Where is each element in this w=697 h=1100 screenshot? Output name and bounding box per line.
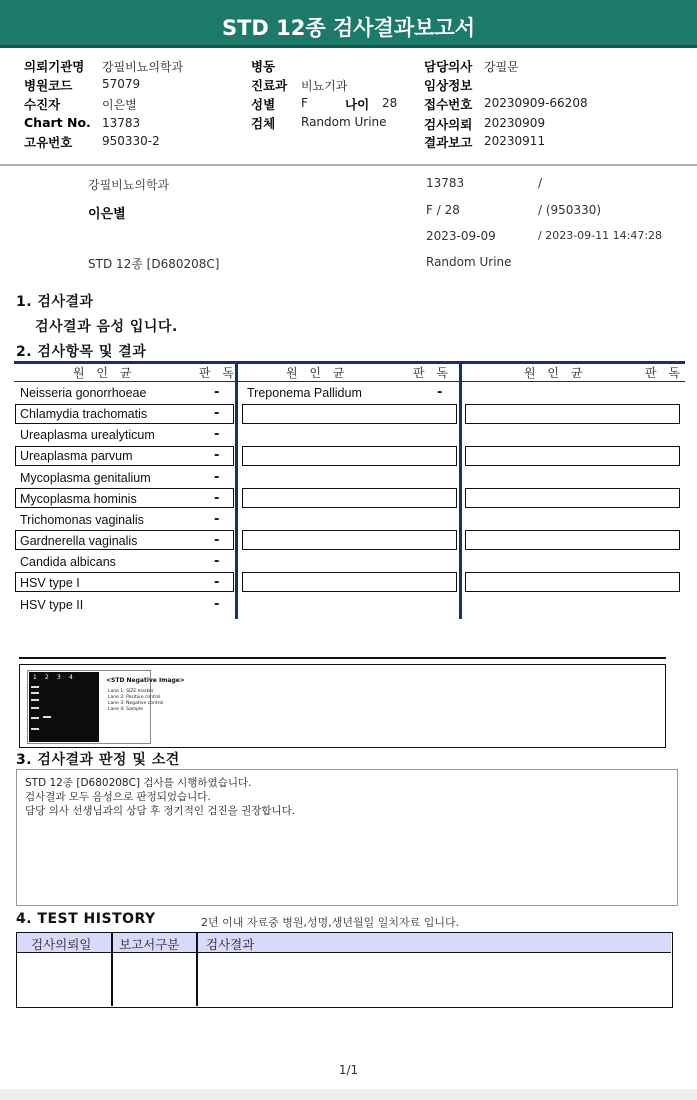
gel-image xyxy=(27,670,185,744)
organism-result: - xyxy=(214,406,220,421)
patient-header xyxy=(0,48,697,166)
summary-institution: 강필비뇨의학과 xyxy=(88,178,170,192)
opinion-line: STD 12종 [D680208C] 검사를 시행하였습니다. xyxy=(25,777,252,789)
organism-result: - xyxy=(214,491,220,506)
clinical-info-label: 임상정보 xyxy=(424,78,473,93)
gel-photo xyxy=(29,672,99,742)
age-label: 나이 xyxy=(345,97,370,112)
page-number: 1/1 xyxy=(338,1063,359,1077)
doctor-label: 담당의사 xyxy=(424,59,473,74)
sex-label: 성별 xyxy=(251,97,276,112)
section1-result: 검사결과 음성 입니다. xyxy=(35,319,178,335)
section3-heading: 3. 검사결과 판정 및 소견 xyxy=(16,752,180,768)
ward-label: 병동 xyxy=(251,59,276,74)
department-label: 진료과 xyxy=(251,78,288,93)
col3-organism-header: 원 인 균 xyxy=(524,366,587,380)
institution-label: 의뢰기관명 xyxy=(24,59,85,74)
organism-result: - xyxy=(214,575,220,590)
summary-report-datetime: / 2023-09-11 14:47:28 xyxy=(538,229,663,242)
row-box xyxy=(242,446,457,466)
specimen-label: 검체 xyxy=(251,116,276,131)
gel-band xyxy=(31,686,39,688)
organism-name: Ureaplasma urealyticum xyxy=(20,428,155,442)
organism-name: Gardnerella vaginalis xyxy=(20,534,138,548)
summary-request-date: 2023-09-09 xyxy=(426,229,496,243)
organism-result: - xyxy=(214,533,220,548)
organism-name: Mycoplasma genitalium xyxy=(20,471,151,485)
gel-band xyxy=(31,707,39,709)
history-col-result: 검사결과 xyxy=(206,937,255,952)
history-table-header xyxy=(17,933,671,953)
summary-chart-no: 13783 xyxy=(426,176,465,190)
row-box xyxy=(465,530,680,550)
chart-no-value: 13783 xyxy=(102,116,141,130)
sex-value: F xyxy=(301,96,308,110)
organism-result: - xyxy=(214,385,220,400)
organism-result: - xyxy=(214,597,220,612)
summary-sex-age: F / 28 xyxy=(426,203,460,217)
summary-specimen: Random Urine xyxy=(426,255,512,269)
results-grid-divider-2 xyxy=(459,361,462,619)
organism-result: - xyxy=(214,512,220,527)
col1-organism-header: 원 인 균 xyxy=(73,366,136,380)
col3-result-header: 판 독 xyxy=(645,366,684,380)
col2-result-header: 판 독 xyxy=(413,366,452,380)
gel-band xyxy=(31,692,39,694)
history-col-divider xyxy=(111,933,113,1006)
gel-lane-label: 3 xyxy=(57,674,61,681)
age-value: 28 xyxy=(382,96,398,110)
col2-organism-header: 원 인 균 xyxy=(286,366,349,380)
organism-result: - xyxy=(214,427,220,442)
row-box xyxy=(242,404,457,424)
section4-heading: 4. TEST HISTORY xyxy=(16,911,156,927)
receipt-no-label: 접수번호 xyxy=(424,97,473,112)
report-title: STD 12종 검사결과보고서 xyxy=(221,16,475,40)
history-col-report-type: 보고서구분 xyxy=(119,937,180,952)
summary-test-name: STD 12종 [D680208C] xyxy=(88,257,220,271)
organism-name: Ureaplasma parvum xyxy=(20,449,133,463)
image-top-line xyxy=(19,657,666,659)
results-grid-header-line xyxy=(14,381,685,382)
hospital-code-label: 병원코드 xyxy=(24,78,73,93)
section2-heading: 2. 검사항목 및 결과 xyxy=(16,344,147,360)
organism-result: - xyxy=(214,470,220,485)
opinion-line: 검사결과 모두 음성으로 판정되었습니다. xyxy=(25,791,211,803)
request-date-value: 20230909 xyxy=(484,116,546,130)
row-box xyxy=(465,404,680,424)
specimen-value: Random Urine xyxy=(301,115,387,129)
row-box xyxy=(465,488,680,508)
history-note: 2년 이내 자료중 병원,성명,생년월일 일치자료 입니다. xyxy=(201,916,460,929)
organism-name: Neisseria gonorrhoeae xyxy=(20,386,147,400)
report-title-bar xyxy=(0,0,697,48)
organism-name: Trichomonas vaginalis xyxy=(20,513,144,527)
row-box xyxy=(465,572,680,592)
gel-lane-desc: Lane 1: SIZE marker xyxy=(108,689,154,694)
organism-result: - xyxy=(437,385,443,400)
history-table xyxy=(16,932,673,1008)
results-grid-divider-1 xyxy=(235,361,238,619)
report-date-value: 20230911 xyxy=(484,134,546,148)
summary-birth: / (950330) xyxy=(538,203,602,217)
doctor-value: 강필문 xyxy=(484,60,519,74)
gel-band xyxy=(43,716,51,718)
gel-band xyxy=(31,717,39,719)
col1-result-header: 판 독 xyxy=(199,366,238,380)
organism-name: Mycoplasma hominis xyxy=(20,492,137,506)
examinee-value: 이은별 xyxy=(102,98,137,112)
section1-heading: 1. 검사결과 xyxy=(16,294,94,310)
row-box xyxy=(242,572,457,592)
gel-image-title: <STD Negative Image> xyxy=(106,677,185,684)
row-box xyxy=(242,530,457,550)
history-col-divider xyxy=(196,933,198,1006)
examinee-label: 수진자 xyxy=(24,97,61,112)
hospital-code-value: 57079 xyxy=(102,77,141,91)
chart-no-label: Chart No. xyxy=(24,115,91,130)
row-box xyxy=(242,488,457,508)
organism-name: Chlamydia trachomatis xyxy=(20,407,148,421)
organism-name: Treponema Pallidum xyxy=(247,386,362,400)
organism-result: - xyxy=(214,448,220,463)
department-value: 비뇨기과 xyxy=(301,79,348,93)
gel-band xyxy=(31,699,39,701)
institution-value: 강필비뇨의학과 xyxy=(102,60,184,74)
opinion-box xyxy=(16,769,678,906)
unique-no-label: 고유번호 xyxy=(24,135,73,150)
request-date-label: 검사의뢰 xyxy=(424,117,473,132)
gel-lane-desc: Lane 3: Negative control xyxy=(108,701,164,706)
unique-no-value: 950330-2 xyxy=(102,134,160,148)
organism-name: HSV type II xyxy=(20,598,84,612)
gel-lane-desc: Lane 2: Positive control xyxy=(108,695,161,700)
gel-band xyxy=(31,728,39,730)
summary-examinee: 이은별 xyxy=(88,207,126,222)
receipt-no-value: 20230909-66208 xyxy=(484,96,588,110)
gel-lane-label: 2 xyxy=(45,674,49,681)
organism-result: - xyxy=(214,554,220,569)
summary-slash: / xyxy=(538,176,543,190)
organism-name: Candida albicans xyxy=(20,555,116,569)
history-col-request-date: 검사의뢰일 xyxy=(31,937,92,952)
bottom-bar xyxy=(0,1089,697,1100)
gel-lane-desc: Lane 4: Sample xyxy=(108,707,143,712)
row-box xyxy=(465,446,680,466)
gel-lane-label: 1 xyxy=(33,674,37,681)
organism-name: HSV type I xyxy=(20,576,80,590)
opinion-line: 담당 의사 선생님과의 상담 후 정기적인 검진을 권장합니다. xyxy=(25,805,296,817)
gel-lane-label: 4 xyxy=(69,674,73,681)
report-date-label: 결과보고 xyxy=(424,135,473,150)
